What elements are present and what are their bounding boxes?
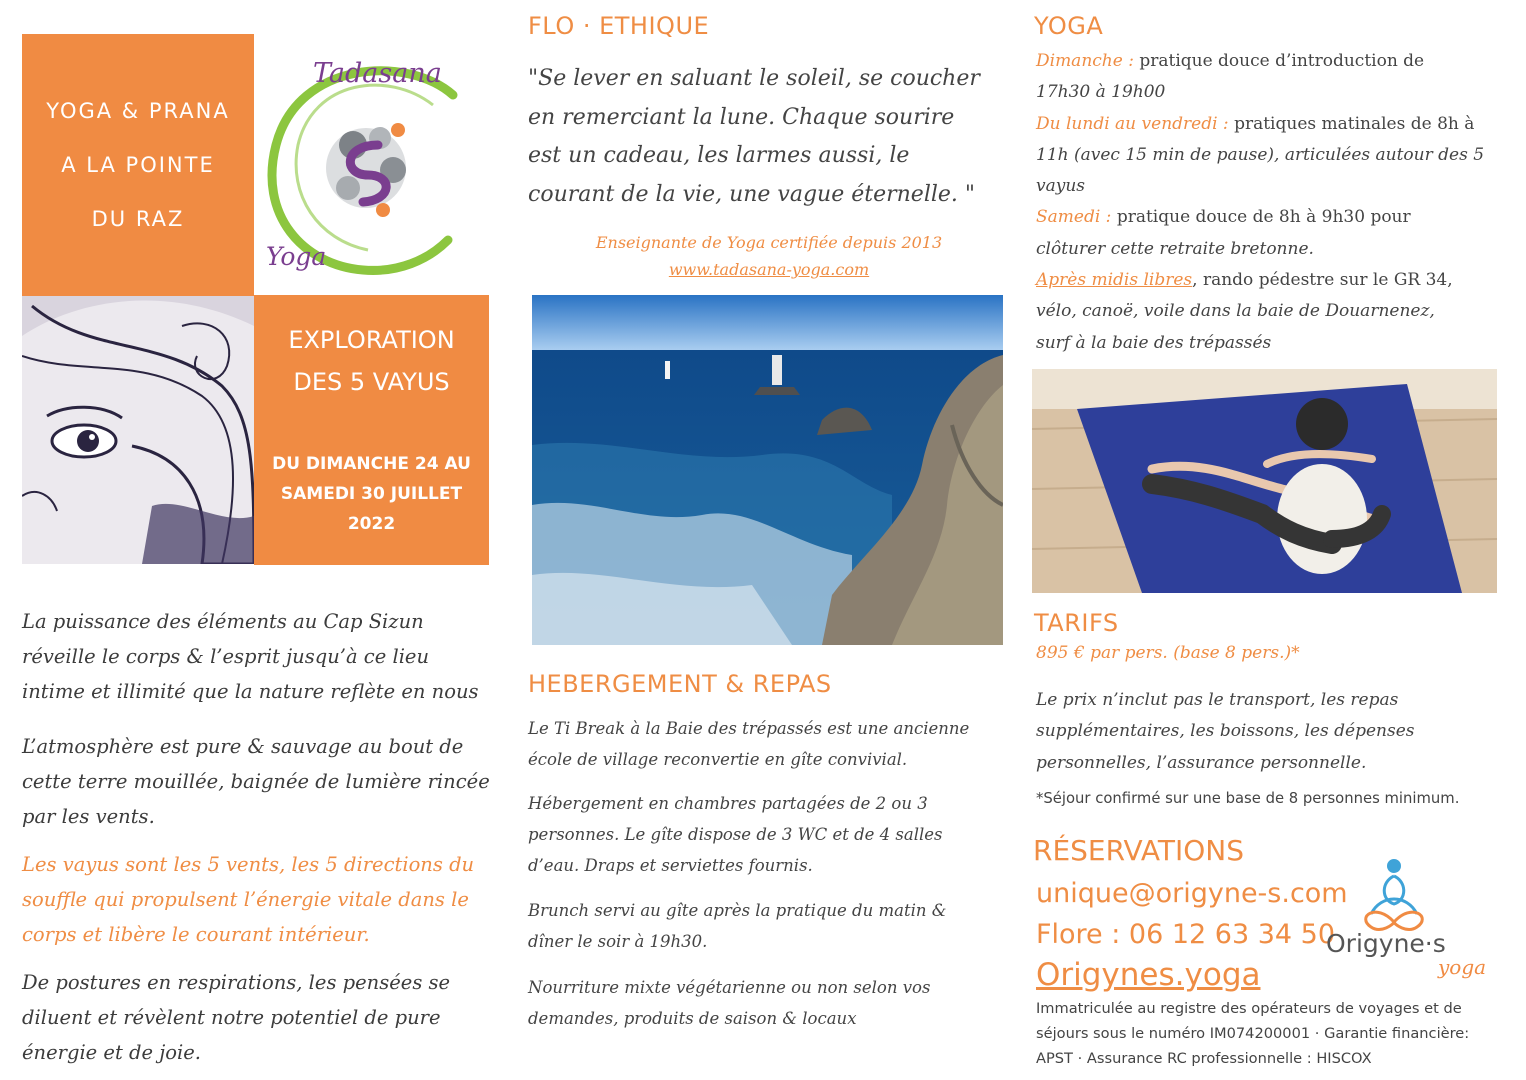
origynes-logo-sub: yoga [1438,955,1487,979]
text-line: De postures en respirations, les pensées se [22,971,451,994]
text-line: La puissance des éléments au Cap Sizun [22,610,424,633]
legal-line: Immatriculée au registre des opérateurs de voyages et de [1036,1000,1462,1017]
price: 895 € par pers. (base 8 pers.)* [1036,643,1300,663]
legal-notice [1036,996,1516,1071]
text-line: Les vayus sont les 5 vents, les 5 directions du [22,853,475,876]
quote-line: est un cadeau, les larmes aussi, le [528,143,910,168]
week-text: pratiques matinales de 8h à [1234,113,1475,134]
text-line: corps et libère le courant intérieur. [22,923,370,946]
text-line: dîner le soir à 19h30. [528,932,708,951]
text-line: personnes. Le gîte dispose de 3 WC et de 4 salles [528,825,943,844]
schedule-line: clôturer cette retraite bretonne. [1036,238,1314,259]
title-line-3: DU RAZ [91,207,185,231]
origynes-website-link[interactable]: Origynes.yoga [1036,957,1261,993]
origynes-logo-name: Origyne·s [1326,929,1446,958]
sunday-text: pratique douce d’introduction de [1139,51,1425,71]
saturday-text: pratique douce de 8h à 9h30 pour [1116,207,1411,228]
title-line-1: YOGA & PRANA [46,99,230,123]
flo-ethique-title: FLO · ETHIQUE [528,12,710,40]
title-box [22,34,254,296]
text-line: école de village reconvertie en gîte convivial. [528,750,908,769]
contact-block [1036,873,1348,996]
heb-paragraph-4 [528,972,1008,1034]
text-line: Hébergement en chambres partagées de 2 ou 3 [528,794,928,813]
schedule-line: surf à la baie des trépassés [1036,332,1272,353]
afternoons-label: Après midis libres [1036,270,1193,291]
yoga-pose-photo [1032,369,1497,593]
left-paragraph-vayus [22,847,502,952]
legal-line: séjours sous le numéro IM074200001 · Garantie financière: [1036,1025,1470,1042]
schedule-line: vélo, canoë, voile dans la baie de Douarnenez, [1036,301,1435,322]
exploration-dates [254,449,489,539]
tadasana-logo-name: Tadasana [313,58,442,89]
dates-line-1: DU DIMANCHE 24 AU [272,454,471,474]
tarifs-title: TARIFS [1034,609,1119,637]
tadasana-logo [258,50,488,280]
hebergement-title: HEBERGEMENT & REPAS [528,670,832,698]
text-line: cette terre mouillée, baignée de lumière rincée [22,770,490,793]
afternoons-text: , rando pédestre sur le GR 34, [1192,270,1453,291]
exploration-title [254,319,489,403]
schedule-line: vayus [1036,176,1086,197]
saturday-label: Samedi : [1036,207,1112,228]
phone-number: Flore : 06 12 63 34 50 [1036,919,1336,950]
text-line: diluent et révèlent notre potentiel de pure [22,1006,441,1029]
schedule-line [1036,109,1506,140]
quote-line: en remerciant la lune. Chaque sourire [528,104,955,130]
exploration-title-line-1: EXPLORATION [288,326,455,354]
teacher-info [530,229,1008,283]
text-line: supplémentaires, les boissons, les dépenses [1036,721,1415,742]
schedule-line [1036,46,1506,77]
yoga-title: YOGA [1034,12,1104,40]
schedule-line: 11h (avec 15 min de pause), articulées autour des 5 [1036,144,1485,165]
sunday-label: Dimanche : [1036,51,1134,71]
tadasana-logo-sub: Yoga [266,242,327,271]
tadasana-website-link[interactable]: www.tadasana-yoga.com [668,260,870,279]
schedule-line [1036,202,1506,233]
heb-paragraph-1 [528,713,1008,775]
text-line: énergie et de joie. [22,1041,201,1064]
yoga-schedule [1036,46,1506,359]
dates-line-2: SAMEDI 30 JUILLET [280,484,463,504]
text-line: intime et illimité que la nature reflète en nous [22,680,479,703]
week-label: Du lundi au vendredi : [1036,113,1229,134]
quote-line: courant de la vie, une vague éternelle. " [528,181,976,207]
left-paragraph-2 [22,729,502,834]
dates-line-3: 2022 [347,514,396,534]
minimum-footnote: *Séjour confirmé sur une base de 8 personnes minimum. [1036,790,1460,807]
schedule-line [1036,265,1506,296]
schedule-line: 17h30 à 19h00 [1036,82,1166,103]
coast-photo [532,295,1003,645]
text-line: Le prix n’inclut pas le transport, les repas [1036,690,1399,710]
title-line-2: A LA POINTE [61,153,215,177]
left-paragraph-1 [22,604,502,709]
reservations-title: RÉSERVATIONS [1033,834,1244,867]
text-line: Le Ti Break à la Baie des trépassés est une ancienne [528,719,970,738]
text-line: L’atmosphère est pure & sauvage au bout de [22,735,464,758]
text-line: Nourriture mixte végétarienne ou non selon vos [528,978,931,997]
quote-line: "Se lever en saluant le soleil, se coucher [528,66,980,91]
text-line: demandes, produits de saison & locaux [528,1009,857,1028]
heb-paragraph-2 [528,788,1008,881]
text-line: personnelles, l’assurance personnelle. [1036,752,1367,773]
exploration-box [254,295,489,565]
price-note [1036,685,1506,779]
heb-paragraph-3 [528,895,1008,957]
text-line: d’eau. Draps et serviettes fournis. [528,856,813,875]
text-line: par les vents. [22,805,155,828]
quote [528,60,988,214]
exploration-title-line-2: DES 5 VAYUS [293,368,450,396]
left-paragraph-4 [22,965,502,1070]
face-illustration [22,296,254,564]
text-line: réveille le corps & l’esprit jusqu’à ce lieu [22,645,430,668]
text-line: souffle qui propulsent l’énergie vitale dans le [22,888,469,911]
legal-line: APST · Assurance RC professionnelle : HISCOX [1036,1050,1372,1067]
text-line: Brunch servi au gîte après la pratique du matin & [528,901,947,920]
teacher-certification: Enseignante de Yoga certifiée depuis 2013 [595,233,943,252]
origynes-logo [1326,852,1506,982]
email-link[interactable]: unique@origyne-s.com [1036,878,1348,909]
